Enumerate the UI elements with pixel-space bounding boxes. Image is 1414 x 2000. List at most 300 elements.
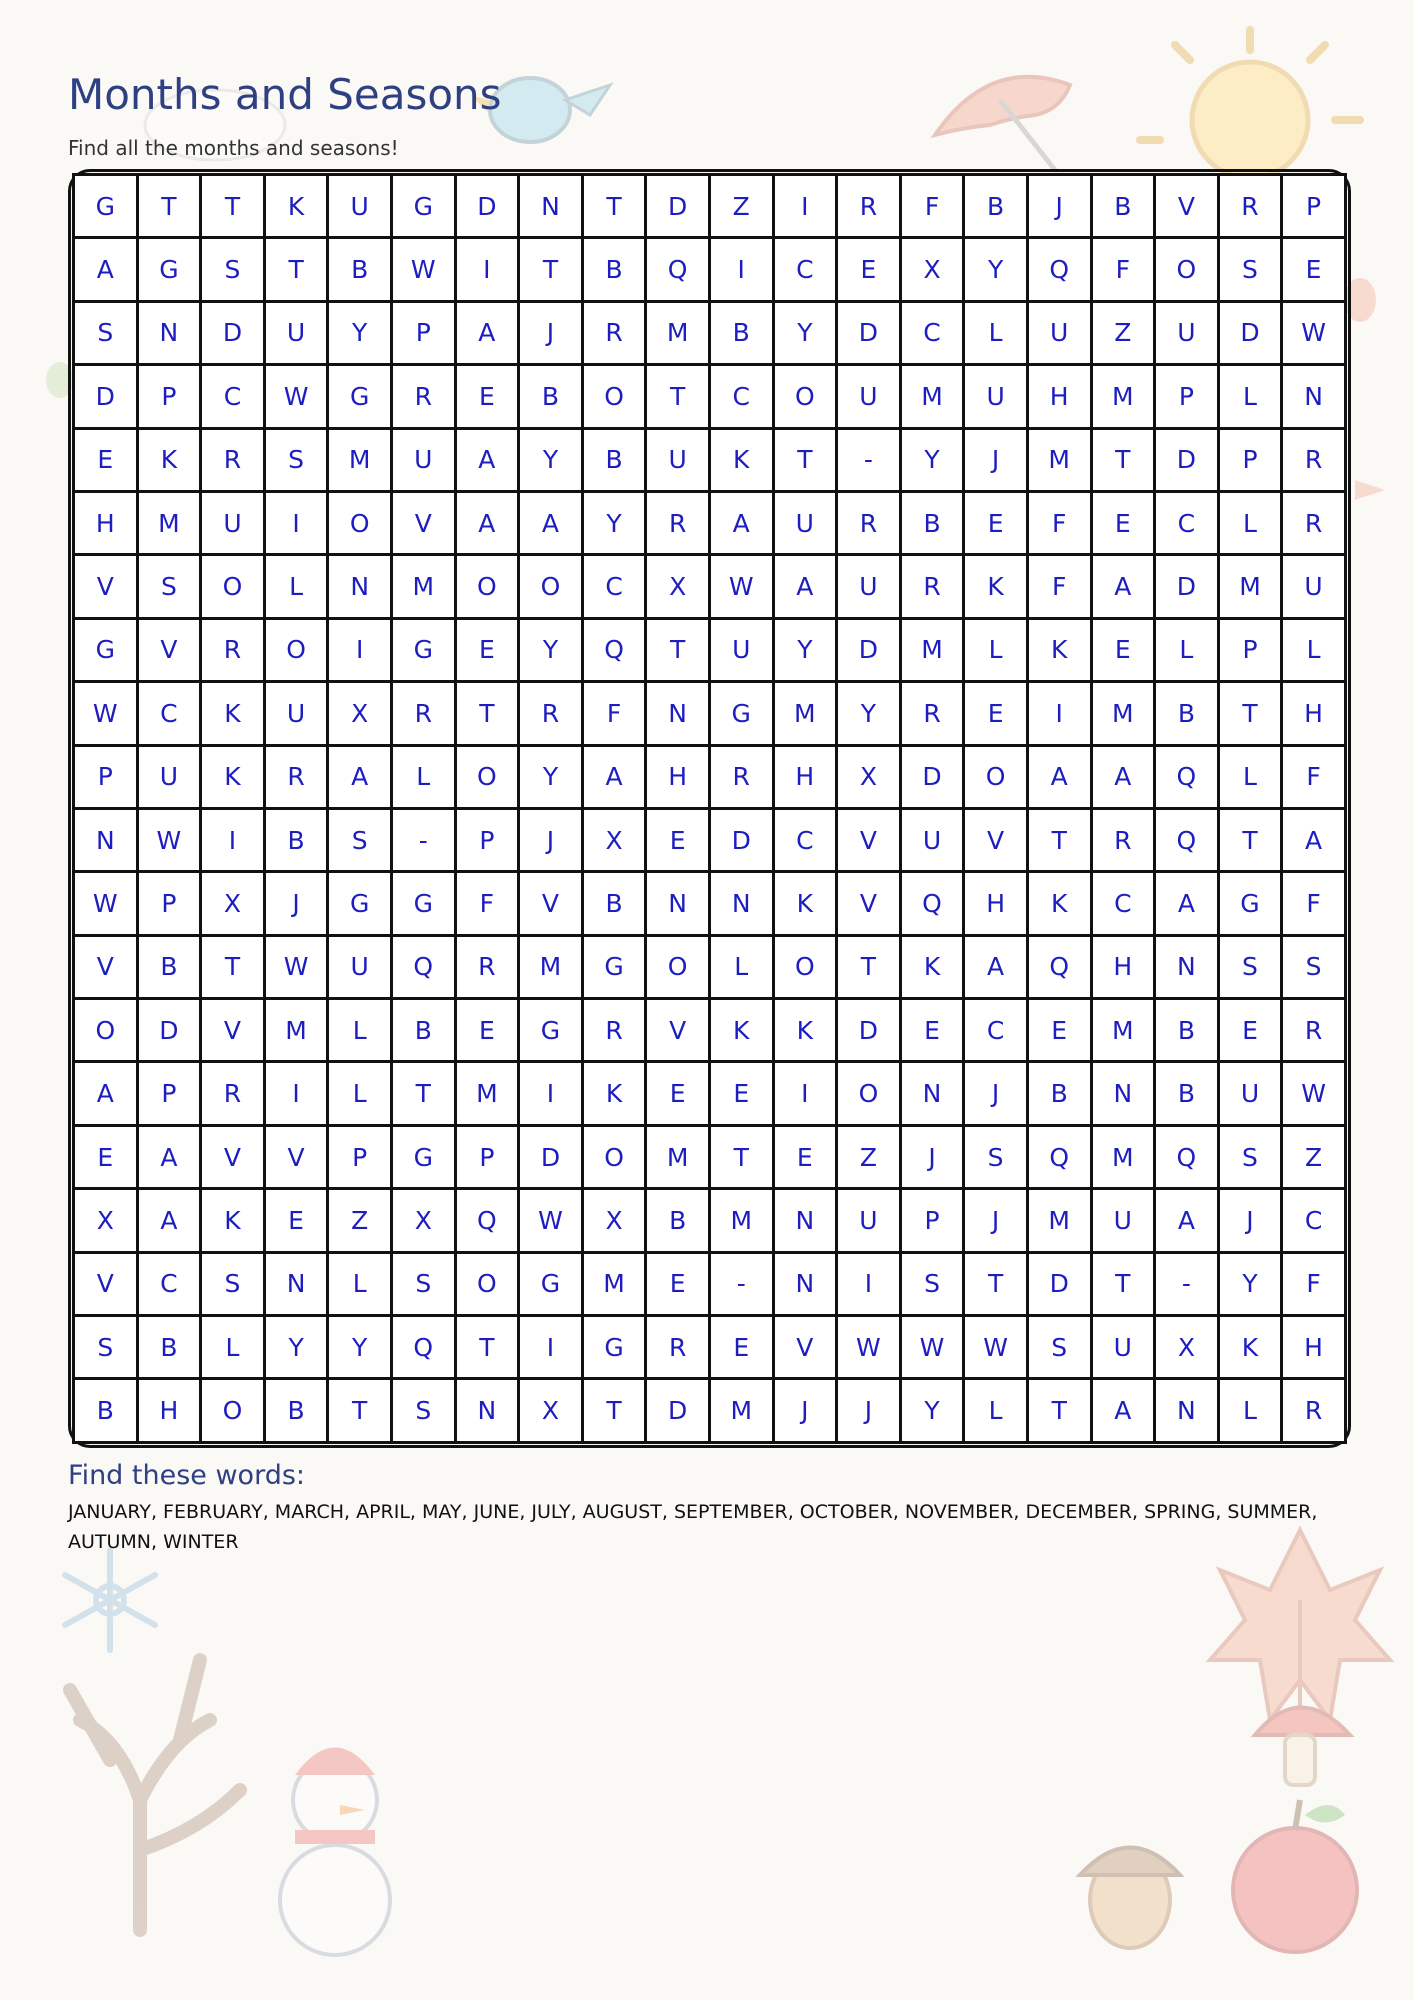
grid-cell[interactable]: Y bbox=[519, 745, 583, 808]
grid-cell[interactable]: S bbox=[328, 808, 392, 871]
grid-cell[interactable]: P bbox=[137, 365, 201, 428]
grid-cell[interactable]: M bbox=[646, 1125, 710, 1188]
grid-cell[interactable]: I bbox=[519, 1316, 583, 1379]
grid-cell[interactable]: M bbox=[328, 428, 392, 491]
grid-cell[interactable]: V bbox=[74, 935, 138, 998]
grid-cell[interactable]: D bbox=[201, 301, 265, 364]
grid-cell[interactable]: G bbox=[391, 1125, 455, 1188]
grid-cell[interactable]: Y bbox=[773, 301, 837, 364]
grid-cell[interactable]: B bbox=[74, 1379, 138, 1442]
grid-cell[interactable]: D bbox=[455, 175, 519, 238]
grid-cell[interactable]: N bbox=[1282, 365, 1346, 428]
grid-cell[interactable]: L bbox=[264, 555, 328, 618]
grid-cell[interactable]: J bbox=[1218, 1189, 1282, 1252]
grid-cell[interactable]: E bbox=[709, 1062, 773, 1125]
grid-cell[interactable]: G bbox=[328, 365, 392, 428]
grid-cell[interactable]: T bbox=[328, 1379, 392, 1442]
grid-cell[interactable]: N bbox=[773, 1189, 837, 1252]
grid-cell[interactable]: T bbox=[837, 935, 901, 998]
grid-cell[interactable]: L bbox=[964, 301, 1028, 364]
grid-cell[interactable]: M bbox=[455, 1062, 519, 1125]
grid-cell[interactable]: Y bbox=[964, 238, 1028, 301]
grid-cell[interactable]: J bbox=[964, 1189, 1028, 1252]
grid-cell[interactable]: U bbox=[328, 935, 392, 998]
grid-cell[interactable]: R bbox=[837, 491, 901, 554]
grid-cell[interactable]: U bbox=[1282, 555, 1346, 618]
grid-cell[interactable]: R bbox=[1282, 428, 1346, 491]
grid-cell[interactable]: S bbox=[391, 1379, 455, 1442]
grid-cell[interactable]: B bbox=[1155, 999, 1219, 1062]
grid-cell[interactable]: C bbox=[137, 1252, 201, 1315]
grid-cell[interactable]: W bbox=[74, 872, 138, 935]
grid-cell[interactable]: P bbox=[455, 808, 519, 871]
grid-cell[interactable]: B bbox=[264, 808, 328, 871]
grid-cell[interactable]: E bbox=[455, 999, 519, 1062]
grid-cell[interactable]: W bbox=[137, 808, 201, 871]
grid-cell[interactable]: G bbox=[391, 175, 455, 238]
grid-cell[interactable]: J bbox=[1027, 175, 1091, 238]
grid-cell[interactable]: P bbox=[137, 872, 201, 935]
grid-cell[interactable]: W bbox=[264, 365, 328, 428]
grid-cell[interactable]: E bbox=[773, 1125, 837, 1188]
grid-cell[interactable]: M bbox=[1091, 682, 1155, 745]
grid-cell[interactable]: T bbox=[1027, 1379, 1091, 1442]
grid-cell[interactable]: P bbox=[1218, 428, 1282, 491]
grid-cell[interactable]: S bbox=[264, 428, 328, 491]
grid-cell[interactable]: K bbox=[201, 682, 265, 745]
grid-cell[interactable]: U bbox=[1027, 301, 1091, 364]
grid-cell[interactable]: B bbox=[1155, 682, 1219, 745]
grid-cell[interactable]: T bbox=[1218, 682, 1282, 745]
grid-cell[interactable]: L bbox=[328, 999, 392, 1062]
grid-cell[interactable]: U bbox=[1091, 1316, 1155, 1379]
grid-cell[interactable]: T bbox=[137, 175, 201, 238]
grid-cell[interactable]: K bbox=[264, 175, 328, 238]
grid-cell[interactable]: B bbox=[137, 1316, 201, 1379]
grid-cell[interactable]: T bbox=[773, 428, 837, 491]
grid-cell[interactable]: H bbox=[646, 745, 710, 808]
grid-cell[interactable]: R bbox=[455, 935, 519, 998]
grid-cell[interactable]: O bbox=[646, 935, 710, 998]
grid-cell[interactable]: I bbox=[264, 1062, 328, 1125]
grid-cell[interactable]: R bbox=[837, 175, 901, 238]
grid-cell[interactable]: L bbox=[1282, 618, 1346, 681]
grid-cell[interactable]: A bbox=[328, 745, 392, 808]
grid-cell[interactable]: P bbox=[1218, 618, 1282, 681]
grid-cell[interactable]: F bbox=[582, 682, 646, 745]
grid-cell[interactable]: N bbox=[646, 682, 710, 745]
grid-cell[interactable]: K bbox=[1218, 1316, 1282, 1379]
grid-cell[interactable]: A bbox=[773, 555, 837, 618]
grid-cell[interactable]: K bbox=[1027, 618, 1091, 681]
grid-cell[interactable]: O bbox=[455, 1252, 519, 1315]
grid-cell[interactable]: B bbox=[1027, 1062, 1091, 1125]
grid-cell[interactable]: U bbox=[900, 808, 964, 871]
grid-cell[interactable]: A bbox=[74, 1062, 138, 1125]
grid-cell[interactable]: M bbox=[773, 682, 837, 745]
grid-cell[interactable]: N bbox=[709, 872, 773, 935]
grid-cell[interactable]: P bbox=[455, 1125, 519, 1188]
grid-cell[interactable]: A bbox=[455, 301, 519, 364]
grid-cell[interactable]: U bbox=[837, 1189, 901, 1252]
grid-cell[interactable]: P bbox=[74, 745, 138, 808]
grid-cell[interactable]: H bbox=[1282, 682, 1346, 745]
grid-cell[interactable]: Z bbox=[837, 1125, 901, 1188]
grid-cell[interactable]: Q bbox=[582, 618, 646, 681]
grid-cell[interactable]: A bbox=[709, 491, 773, 554]
grid-cell[interactable]: R bbox=[582, 999, 646, 1062]
grid-cell[interactable]: U bbox=[709, 618, 773, 681]
grid-cell[interactable]: T bbox=[264, 238, 328, 301]
grid-cell[interactable]: K bbox=[964, 555, 1028, 618]
grid-cell[interactable]: O bbox=[264, 618, 328, 681]
grid-cell[interactable]: G bbox=[391, 618, 455, 681]
grid-cell[interactable]: R bbox=[646, 491, 710, 554]
grid-cell[interactable]: E bbox=[74, 428, 138, 491]
grid-cell[interactable]: Y bbox=[900, 428, 964, 491]
grid-cell[interactable]: O bbox=[773, 365, 837, 428]
grid-cell[interactable]: D bbox=[646, 1379, 710, 1442]
grid-cell[interactable]: E bbox=[646, 1252, 710, 1315]
grid-cell[interactable]: M bbox=[264, 999, 328, 1062]
grid-cell[interactable]: U bbox=[201, 491, 265, 554]
grid-cell[interactable]: G bbox=[74, 175, 138, 238]
grid-cell[interactable]: E bbox=[1091, 491, 1155, 554]
grid-cell[interactable]: I bbox=[455, 238, 519, 301]
grid-cell[interactable]: T bbox=[646, 365, 710, 428]
grid-cell[interactable]: G bbox=[137, 238, 201, 301]
grid-cell[interactable]: K bbox=[582, 1062, 646, 1125]
grid-cell[interactable]: K bbox=[201, 1189, 265, 1252]
grid-cell[interactable]: R bbox=[1282, 1379, 1346, 1442]
grid-cell[interactable]: N bbox=[519, 175, 583, 238]
grid-cell[interactable]: M bbox=[582, 1252, 646, 1315]
grid-cell[interactable]: H bbox=[1091, 935, 1155, 998]
grid-cell[interactable]: O bbox=[582, 1125, 646, 1188]
grid-cell[interactable]: M bbox=[1218, 555, 1282, 618]
grid-cell[interactable]: E bbox=[1218, 999, 1282, 1062]
grid-cell[interactable]: R bbox=[900, 682, 964, 745]
grid-cell[interactable]: S bbox=[1218, 238, 1282, 301]
grid-cell[interactable]: B bbox=[328, 238, 392, 301]
grid-cell[interactable]: R bbox=[646, 1316, 710, 1379]
grid-cell[interactable]: E bbox=[964, 682, 1028, 745]
grid-cell[interactable]: V bbox=[74, 1252, 138, 1315]
grid-cell[interactable]: M bbox=[900, 365, 964, 428]
grid-cell[interactable]: C bbox=[582, 555, 646, 618]
grid-cell[interactable]: X bbox=[201, 872, 265, 935]
grid-cell[interactable]: Y bbox=[519, 618, 583, 681]
grid-cell[interactable]: R bbox=[391, 365, 455, 428]
grid-cell[interactable]: L bbox=[1155, 618, 1219, 681]
grid-cell[interactable]: D bbox=[646, 175, 710, 238]
grid-cell[interactable]: T bbox=[1027, 808, 1091, 871]
grid-cell[interactable]: R bbox=[519, 682, 583, 745]
grid-cell[interactable]: Q bbox=[455, 1189, 519, 1252]
grid-cell[interactable]: R bbox=[1218, 175, 1282, 238]
grid-cell[interactable]: L bbox=[201, 1316, 265, 1379]
grid-cell[interactable]: D bbox=[709, 808, 773, 871]
grid-cell[interactable]: J bbox=[773, 1379, 837, 1442]
grid-cell[interactable]: X bbox=[582, 1189, 646, 1252]
grid-cell[interactable]: C bbox=[709, 365, 773, 428]
grid-cell[interactable]: O bbox=[455, 745, 519, 808]
grid-cell[interactable]: S bbox=[964, 1125, 1028, 1188]
grid-cell[interactable]: V bbox=[964, 808, 1028, 871]
grid-cell[interactable]: B bbox=[391, 999, 455, 1062]
grid-cell[interactable]: M bbox=[1027, 428, 1091, 491]
grid-cell[interactable]: U bbox=[328, 175, 392, 238]
grid-cell[interactable]: J bbox=[964, 1062, 1028, 1125]
grid-cell[interactable]: U bbox=[1155, 301, 1219, 364]
grid-cell[interactable]: H bbox=[964, 872, 1028, 935]
grid-cell[interactable]: G bbox=[582, 1316, 646, 1379]
grid-cell[interactable]: J bbox=[264, 872, 328, 935]
grid-cell[interactable]: R bbox=[900, 555, 964, 618]
grid-cell[interactable]: E bbox=[264, 1189, 328, 1252]
grid-cell[interactable]: D bbox=[519, 1125, 583, 1188]
grid-cell[interactable]: S bbox=[1027, 1316, 1091, 1379]
grid-cell[interactable]: B bbox=[900, 491, 964, 554]
grid-cell[interactable]: V bbox=[74, 555, 138, 618]
grid-cell[interactable]: U bbox=[137, 745, 201, 808]
grid-cell[interactable]: B bbox=[964, 175, 1028, 238]
grid-cell[interactable]: V bbox=[391, 491, 455, 554]
grid-cell[interactable]: N bbox=[455, 1379, 519, 1442]
grid-cell[interactable]: T bbox=[455, 682, 519, 745]
grid-cell[interactable]: O bbox=[201, 555, 265, 618]
grid-cell[interactable]: K bbox=[1027, 872, 1091, 935]
grid-cell[interactable]: E bbox=[964, 491, 1028, 554]
grid-cell[interactable]: X bbox=[582, 808, 646, 871]
grid-cell[interactable]: M bbox=[391, 555, 455, 618]
grid-cell[interactable]: U bbox=[264, 301, 328, 364]
grid-cell[interactable]: Y bbox=[1218, 1252, 1282, 1315]
grid-cell[interactable]: E bbox=[646, 1062, 710, 1125]
grid-cell[interactable]: - bbox=[709, 1252, 773, 1315]
grid-cell[interactable]: O bbox=[964, 745, 1028, 808]
grid-cell[interactable]: Y bbox=[837, 682, 901, 745]
grid-cell[interactable]: E bbox=[837, 238, 901, 301]
grid-cell[interactable]: C bbox=[964, 999, 1028, 1062]
grid-cell[interactable]: O bbox=[582, 365, 646, 428]
grid-cell[interactable]: U bbox=[773, 491, 837, 554]
grid-cell[interactable]: E bbox=[455, 618, 519, 681]
grid-cell[interactable]: X bbox=[519, 1379, 583, 1442]
grid-cell[interactable]: G bbox=[709, 682, 773, 745]
grid-cell[interactable]: Q bbox=[1027, 1125, 1091, 1188]
grid-cell[interactable]: I bbox=[519, 1062, 583, 1125]
grid-cell[interactable]: O bbox=[328, 491, 392, 554]
grid-cell[interactable]: M bbox=[1091, 999, 1155, 1062]
grid-cell[interactable]: K bbox=[709, 999, 773, 1062]
grid-cell[interactable]: Q bbox=[1027, 935, 1091, 998]
grid-cell[interactable]: A bbox=[137, 1189, 201, 1252]
grid-cell[interactable]: H bbox=[1027, 365, 1091, 428]
grid-cell[interactable]: Q bbox=[1027, 238, 1091, 301]
grid-cell[interactable]: N bbox=[74, 808, 138, 871]
grid-cell[interactable]: X bbox=[646, 555, 710, 618]
grid-cell[interactable]: Q bbox=[1155, 808, 1219, 871]
grid-cell[interactable]: X bbox=[1155, 1316, 1219, 1379]
grid-cell[interactable]: C bbox=[900, 301, 964, 364]
grid-cell[interactable]: T bbox=[1091, 428, 1155, 491]
grid-cell[interactable]: S bbox=[1218, 1125, 1282, 1188]
grid-cell[interactable]: C bbox=[137, 682, 201, 745]
grid-cell[interactable]: D bbox=[74, 365, 138, 428]
grid-cell[interactable]: P bbox=[137, 1062, 201, 1125]
grid-cell[interactable]: A bbox=[1155, 872, 1219, 935]
grid-cell[interactable]: P bbox=[328, 1125, 392, 1188]
grid-cell[interactable]: M bbox=[646, 301, 710, 364]
grid-cell[interactable]: S bbox=[1218, 935, 1282, 998]
grid-cell[interactable]: Y bbox=[582, 491, 646, 554]
grid-cell[interactable]: X bbox=[900, 238, 964, 301]
grid-cell[interactable]: T bbox=[391, 1062, 455, 1125]
grid-cell[interactable]: K bbox=[773, 872, 837, 935]
grid-cell[interactable]: W bbox=[709, 555, 773, 618]
grid-cell[interactable]: C bbox=[773, 808, 837, 871]
grid-cell[interactable]: Y bbox=[900, 1379, 964, 1442]
grid-cell[interactable]: M bbox=[1091, 1125, 1155, 1188]
grid-cell[interactable]: G bbox=[582, 935, 646, 998]
grid-cell[interactable]: M bbox=[1091, 365, 1155, 428]
grid-cell[interactable]: X bbox=[328, 682, 392, 745]
grid-cell[interactable]: U bbox=[391, 428, 455, 491]
grid-cell[interactable]: Y bbox=[328, 301, 392, 364]
grid-cell[interactable]: R bbox=[391, 682, 455, 745]
grid-cell[interactable]: P bbox=[900, 1189, 964, 1252]
grid-cell[interactable]: T bbox=[646, 618, 710, 681]
grid-cell[interactable]: I bbox=[773, 175, 837, 238]
grid-cell[interactable]: E bbox=[74, 1125, 138, 1188]
grid-cell[interactable]: W bbox=[264, 935, 328, 998]
grid-cell[interactable]: T bbox=[201, 175, 265, 238]
grid-cell[interactable]: L bbox=[964, 1379, 1028, 1442]
grid-cell[interactable]: - bbox=[1155, 1252, 1219, 1315]
grid-cell[interactable]: A bbox=[455, 491, 519, 554]
grid-cell[interactable]: U bbox=[646, 428, 710, 491]
grid-cell[interactable]: R bbox=[201, 428, 265, 491]
grid-cell[interactable]: T bbox=[455, 1316, 519, 1379]
grid-cell[interactable]: C bbox=[1091, 872, 1155, 935]
grid-cell[interactable]: I bbox=[201, 808, 265, 871]
grid-cell[interactable]: I bbox=[1027, 682, 1091, 745]
grid-cell[interactable]: E bbox=[900, 999, 964, 1062]
grid-cell[interactable]: U bbox=[1091, 1189, 1155, 1252]
grid-cell[interactable]: D bbox=[900, 745, 964, 808]
grid-cell[interactable]: B bbox=[264, 1379, 328, 1442]
grid-cell[interactable]: W bbox=[900, 1316, 964, 1379]
grid-cell[interactable]: N bbox=[646, 872, 710, 935]
grid-cell[interactable]: B bbox=[137, 935, 201, 998]
grid-cell[interactable]: L bbox=[328, 1062, 392, 1125]
grid-cell[interactable]: V bbox=[1155, 175, 1219, 238]
grid-cell[interactable]: E bbox=[455, 365, 519, 428]
grid-cell[interactable]: W bbox=[391, 238, 455, 301]
grid-cell[interactable]: W bbox=[519, 1189, 583, 1252]
grid-cell[interactable]: Q bbox=[646, 238, 710, 301]
grid-cell[interactable]: R bbox=[582, 301, 646, 364]
grid-cell[interactable]: F bbox=[1282, 745, 1346, 808]
grid-cell[interactable]: V bbox=[201, 1125, 265, 1188]
grid-cell[interactable]: V bbox=[264, 1125, 328, 1188]
grid-cell[interactable]: R bbox=[1091, 808, 1155, 871]
grid-cell[interactable]: D bbox=[1218, 301, 1282, 364]
grid-cell[interactable]: P bbox=[1155, 365, 1219, 428]
grid-cell[interactable]: I bbox=[837, 1252, 901, 1315]
grid-cell[interactable]: L bbox=[709, 935, 773, 998]
grid-cell[interactable]: M bbox=[1027, 1189, 1091, 1252]
grid-cell[interactable]: G bbox=[74, 618, 138, 681]
grid-cell[interactable]: K bbox=[137, 428, 201, 491]
grid-cell[interactable]: Z bbox=[1282, 1125, 1346, 1188]
grid-cell[interactable]: N bbox=[264, 1252, 328, 1315]
grid-cell[interactable]: D bbox=[837, 301, 901, 364]
grid-cell[interactable]: D bbox=[1155, 428, 1219, 491]
grid-cell[interactable]: T bbox=[582, 175, 646, 238]
grid-cell[interactable]: I bbox=[773, 1062, 837, 1125]
grid-cell[interactable]: B bbox=[646, 1189, 710, 1252]
grid-cell[interactable]: H bbox=[1282, 1316, 1346, 1379]
grid-cell[interactable]: A bbox=[582, 745, 646, 808]
grid-cell[interactable]: R bbox=[201, 1062, 265, 1125]
grid-cell[interactable]: B bbox=[709, 301, 773, 364]
grid-cell[interactable]: M bbox=[709, 1189, 773, 1252]
grid-cell[interactable]: Y bbox=[519, 428, 583, 491]
grid-cell[interactable]: X bbox=[74, 1189, 138, 1252]
grid-cell[interactable]: L bbox=[1218, 745, 1282, 808]
grid-cell[interactable]: W bbox=[1282, 1062, 1346, 1125]
grid-cell[interactable]: T bbox=[519, 238, 583, 301]
grid-cell[interactable]: F bbox=[455, 872, 519, 935]
grid-cell[interactable]: G bbox=[1218, 872, 1282, 935]
grid-cell[interactable]: Z bbox=[1091, 301, 1155, 364]
grid-cell[interactable]: I bbox=[264, 491, 328, 554]
grid-cell[interactable]: T bbox=[709, 1125, 773, 1188]
grid-cell[interactable]: D bbox=[1155, 555, 1219, 618]
grid-cell[interactable]: A bbox=[455, 428, 519, 491]
grid-cell[interactable]: O bbox=[519, 555, 583, 618]
grid-cell[interactable]: N bbox=[1155, 935, 1219, 998]
grid-cell[interactable]: W bbox=[964, 1316, 1028, 1379]
grid-cell[interactable]: V bbox=[201, 999, 265, 1062]
grid-cell[interactable]: Q bbox=[1155, 745, 1219, 808]
grid-cell[interactable]: S bbox=[74, 301, 138, 364]
grid-cell[interactable]: X bbox=[837, 745, 901, 808]
grid-cell[interactable]: N bbox=[1091, 1062, 1155, 1125]
grid-cell[interactable]: S bbox=[74, 1316, 138, 1379]
grid-cell[interactable]: J bbox=[519, 808, 583, 871]
grid-cell[interactable]: T bbox=[964, 1252, 1028, 1315]
grid-cell[interactable]: T bbox=[1091, 1252, 1155, 1315]
grid-cell[interactable]: S bbox=[1282, 935, 1346, 998]
grid-cell[interactable]: Q bbox=[900, 872, 964, 935]
grid-cell[interactable]: S bbox=[900, 1252, 964, 1315]
grid-cell[interactable]: O bbox=[201, 1379, 265, 1442]
grid-cell[interactable]: C bbox=[1282, 1189, 1346, 1252]
grid-cell[interactable]: K bbox=[201, 745, 265, 808]
grid-cell[interactable]: V bbox=[773, 1316, 837, 1379]
grid-cell[interactable]: Z bbox=[328, 1189, 392, 1252]
grid-cell[interactable]: P bbox=[391, 301, 455, 364]
grid-cell[interactable]: F bbox=[1282, 1252, 1346, 1315]
grid-cell[interactable]: L bbox=[1218, 1379, 1282, 1442]
grid-cell[interactable]: V bbox=[837, 872, 901, 935]
grid-cell[interactable]: T bbox=[582, 1379, 646, 1442]
grid-cell[interactable]: Z bbox=[709, 175, 773, 238]
grid-cell[interactable]: - bbox=[391, 808, 455, 871]
